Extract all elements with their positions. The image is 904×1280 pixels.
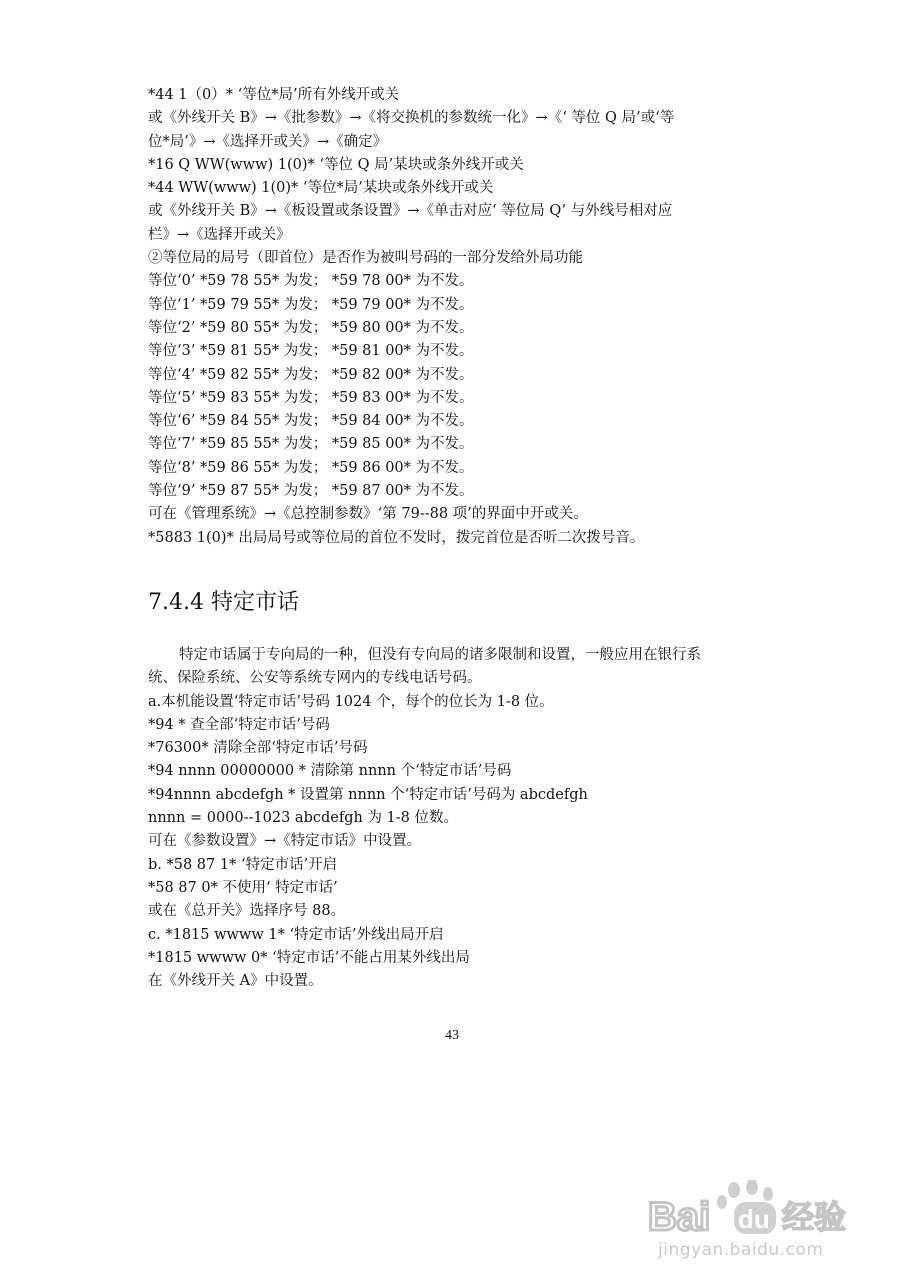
text-line: *94nnnn abcdefgh * 设置第 nnnn 个‘特定市话’号码为 abcdefgh: [148, 786, 588, 803]
text-line: *5883 1(0)* 出局局号或等位局的首位不发时，拨完首位是否听二次拨号音。: [148, 529, 645, 546]
baidu-jingyan-watermark: [648, 1180, 878, 1262]
text-line: 在《外线开关 A》中设置。: [148, 973, 323, 990]
text-block-top: [148, 84, 768, 550]
text-line: *76300* 清除全部‘特定市话’号码: [148, 740, 368, 757]
text-line: *44 WW(www) 1(0)* ‘等位*局’某块或条外线开或关: [148, 180, 494, 197]
text-line: *58 87 0* 不使用‘ 特定市话’: [148, 879, 338, 896]
svg-text:Bai: Bai: [648, 1195, 711, 1236]
text-line: 或在《总开关》选择序号 88。: [148, 903, 346, 920]
text-line: nnnn = 0000--1023 abcdefgh 为 1-8 位数。: [148, 810, 459, 827]
text-line: *44 1（0）* ‘等位*局’所有外线开或关: [148, 87, 400, 103]
text-line: 统、保险系统、公安等系统专网内的专线电话号码。: [148, 670, 482, 687]
text-line: 等位‘8’ *59 86 55* 为发； *59 86 00* 为不发。: [148, 459, 474, 476]
paragraph-line: 特定市话属于专向局的一种，但没有专向局的诸多限制和设置，一般应用在银行系: [179, 647, 701, 663]
text-line: 或《外线开关 B》→《批参数》→《将交换机的参数统一化》→《‘ 等位 Q 局’或‘等: [148, 110, 675, 127]
text-line: 等位‘1’ *59 79 55* 为发； *59 79 00* 为不发。: [148, 296, 474, 313]
watermark-url: jingyan.baidu.com: [658, 1240, 824, 1260]
text-line: *1815 wwww 0* ‘特定市话’不能占用某外线出局: [148, 949, 470, 966]
text-block-bottom: [148, 644, 768, 993]
text-line: c. *1815 wwww 1* ‘特定市话’外线出局开启: [148, 926, 444, 943]
svg-text:经验: 经验: [782, 1198, 847, 1236]
text-line: 等位‘4’ *59 82 55* 为发； *59 82 00* 为不发。: [148, 366, 474, 383]
text-line: 等位‘9’ *59 87 55* 为发； *59 87 00* 为不发。: [148, 483, 474, 500]
text-line: ②等位局的局号（即首位）是否作为被叫号码的一部分发给外局功能: [148, 250, 583, 267]
text-line: 栏》→《选择开或关》: [148, 226, 291, 243]
text-line: *16 Q WW(www) 1(0)* ‘等位 Q 局’某块或条外线开或关: [148, 156, 524, 173]
text-line: 可在《参数设置》→《特定市话》中设置。: [148, 833, 422, 850]
text-line: 等位‘3’ *59 81 55* 为发； *59 81 00* 为不发。: [148, 343, 474, 360]
text-line: *94 * 查全部‘特定市话’号码: [148, 716, 330, 733]
text-line: 等位‘7’ *59 85 55* 为发； *59 85 00* 为不发。: [148, 436, 474, 453]
text-line: 等位‘2’ *59 80 55* 为发； *59 80 00* 为不发。: [148, 319, 474, 336]
text-line: 可在《管理系统》→《总控制参数》‘第 79--88 项’的界面中开或关。: [148, 506, 588, 523]
text-line: 位*局’》→《选择开或关》→《确定》: [148, 133, 388, 150]
text-line: b. *58 87 1* ‘特定市话’开启: [148, 856, 338, 873]
text-line: 等位‘5’ *59 83 55* 为发； *59 83 00* 为不发。: [148, 389, 474, 406]
text-line: 或《外线开关 B》→《板设置或条设置》→《单击对应‘ 等位局 Q’ 与外线号相对应: [148, 203, 673, 220]
text-line: a.本机能设置‘特定市话’号码 1024 个，每个的位长为 1-8 位。: [148, 693, 554, 710]
text-line: *94 nnnn 00000000 * 清除第 nnnn 个‘特定市话’号码: [148, 763, 512, 780]
baidu-paw-logo-icon: [648, 1180, 878, 1236]
page-number: 43: [445, 1028, 459, 1043]
text-line: 等位‘0’ *59 78 55* 为发； *59 78 00* 为不发。: [148, 273, 474, 290]
section-heading: 7.4.4 特定市话: [148, 590, 299, 615]
svg-text:du: du: [738, 1204, 770, 1234]
text-line: 等位‘6’ *59 84 55* 为发； *59 84 00* 为不发。: [148, 413, 474, 430]
